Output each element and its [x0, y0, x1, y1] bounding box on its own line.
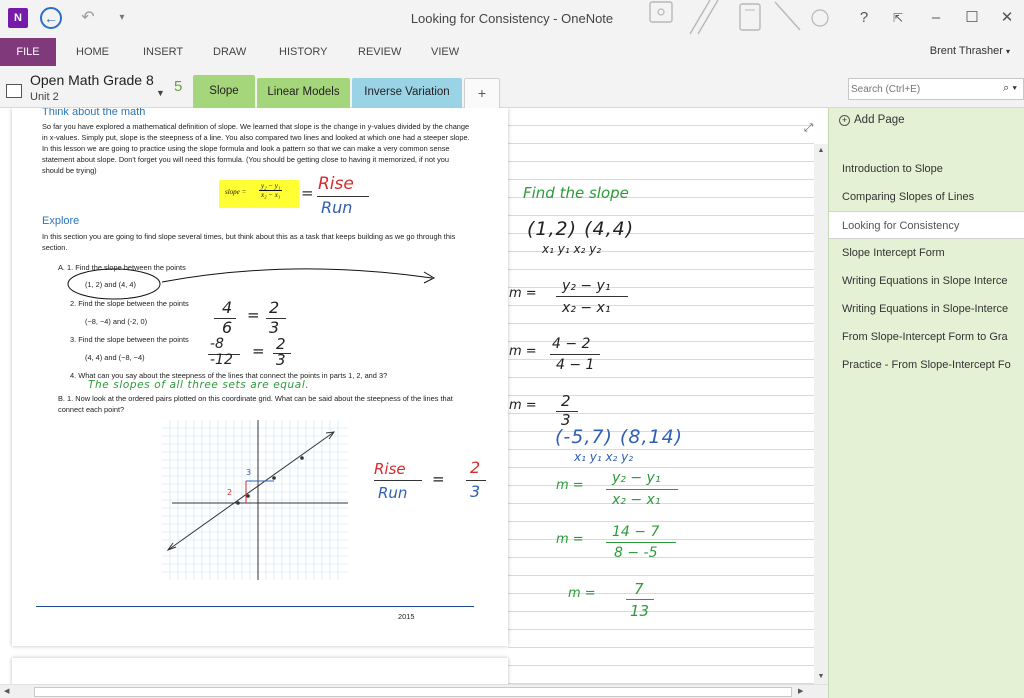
- ink-a2-bottom[interactable]: 6: [222, 318, 233, 337]
- ink-graph-equals[interactable]: =: [432, 470, 445, 488]
- horizontal-scrollbar[interactable]: [0, 684, 828, 698]
- formula-label: slope =: [225, 188, 247, 196]
- footer-rule: [36, 606, 474, 607]
- ink-labels-1[interactable]: x₁ y₁ x₂ y₂: [542, 242, 602, 256]
- minimize-button[interactable]: –: [931, 9, 941, 26]
- page-item-practice[interactable]: Practice - From Slope-Intercept Fo: [842, 359, 1011, 371]
- ink-m6-bar: [626, 599, 654, 600]
- explore-text: In this section you are going to find slope several times, but think about this as a task that keeps building as we go through this section.: [42, 232, 456, 252]
- ink-m5-bar: [606, 542, 676, 543]
- ink-graph-two[interactable]: 2: [470, 458, 481, 477]
- ink-a3-equals[interactable]: =: [252, 342, 265, 360]
- close-button[interactable]: ✕: [1000, 9, 1014, 26]
- notebook-name[interactable]: Open Math Grade 8: [30, 72, 154, 88]
- search-box[interactable]: [848, 78, 1024, 100]
- ink-rise-top[interactable]: Rise: [318, 174, 354, 194]
- page-item-from-slope-intercept-form[interactable]: From Slope-Intercept Form to Gra: [842, 331, 1008, 343]
- horizontal-scroll-thumb[interactable]: [34, 687, 792, 697]
- ink-m-2[interactable]: m =: [509, 344, 537, 359]
- tab-insert[interactable]: INSERT: [143, 46, 184, 58]
- footer-year: 2015: [398, 612, 415, 621]
- ink-m4-num[interactable]: y₂ − y₁: [612, 470, 661, 486]
- graph-run-label: 3: [246, 468, 252, 477]
- coordinate-grid: [162, 420, 348, 580]
- question-b1: B. 1. Now look at the ordered pairs plotted on this coordinate grid. What can be said about the steepness of the lines that connect each point?: [58, 394, 453, 414]
- section-group-name[interactable]: Unit 2: [30, 91, 59, 103]
- ink-m-6[interactable]: m =: [568, 586, 596, 601]
- full-page-view-icon[interactable]: ⇱: [892, 11, 904, 25]
- undo-button[interactable]: ↶: [81, 9, 95, 26]
- ink-m6-den[interactable]: 13: [630, 602, 650, 620]
- ink-m2-num[interactable]: 4 − 2: [552, 336, 591, 352]
- ink-a2-equals[interactable]: =: [247, 306, 260, 324]
- section-tab-slope[interactable]: Slope: [193, 75, 255, 109]
- page-item-looking-for-consistency[interactable]: Looking for Consistency: [829, 211, 1024, 239]
- maximize-button[interactable]: ☐: [965, 9, 979, 26]
- question-a1: A. 1. Find the slope between the points: [58, 263, 186, 272]
- ink-m5-num[interactable]: 14 − 7: [612, 524, 660, 540]
- page-item-comparing-slopes[interactable]: Comparing Slopes of Lines: [842, 191, 975, 203]
- ink-a3-two[interactable]: 2: [276, 335, 286, 353]
- expand-page-icon[interactable]: ⤢: [804, 122, 813, 134]
- scroll-up-icon[interactable]: ▲: [817, 147, 825, 154]
- add-page-label: Add Page: [854, 114, 905, 126]
- ink-m-5[interactable]: m =: [556, 532, 584, 547]
- ink-a3-top[interactable]: -8: [210, 336, 224, 352]
- ink-rise-graph[interactable]: Rise: [374, 460, 406, 478]
- notebook-icon[interactable]: [6, 84, 22, 98]
- page-item-writing-equations-2[interactable]: Writing Equations in Slope-Interce: [842, 303, 1009, 315]
- ink-m2-bar: [550, 354, 600, 355]
- page-canvas[interactable]: [0, 108, 828, 698]
- ink-m-4[interactable]: m =: [556, 478, 584, 493]
- question-a3-points: (4, 4) and (−8, −4): [85, 353, 145, 362]
- decorative-doodles-icon: [600, 0, 840, 38]
- ink-a3-bottom[interactable]: -12: [210, 352, 233, 368]
- search-icon[interactable]: ⌕ ▾: [1003, 82, 1017, 94]
- chevron-down-icon: ▾: [1005, 47, 1010, 56]
- question-a4: 4. What can you say about the steepness of the lines that connect the points in parts 1, 2, and 3?: [70, 371, 388, 380]
- ink-run-graph[interactable]: Run: [378, 484, 408, 502]
- tab-review[interactable]: REVIEW: [358, 46, 402, 58]
- question-a2-points: (−8, −4) and (-2, 0): [85, 317, 148, 326]
- ink-m1-den[interactable]: x₂ − x₁: [562, 300, 611, 316]
- search-input[interactable]: [851, 81, 991, 97]
- page-item-introduction-to-slope[interactable]: Introduction to Slope: [842, 163, 943, 175]
- ink-labels-2[interactable]: x₁ y₁ x₂ y₂: [574, 450, 634, 464]
- onenote-app-icon[interactable]: N: [8, 8, 28, 28]
- question-a2: 2. Find the slope between the points: [70, 299, 189, 308]
- ink-fraction-bar: [317, 196, 369, 197]
- explore-heading: Explore: [42, 215, 80, 227]
- tab-view[interactable]: VIEW: [431, 46, 460, 58]
- tab-home[interactable]: HOME: [76, 46, 109, 58]
- tab-draw[interactable]: DRAW: [213, 46, 247, 58]
- ink-a2-two[interactable]: 2: [269, 298, 280, 317]
- ink-points-1[interactable]: (1,2) (4,4): [527, 218, 635, 240]
- ink-graph-bar2: [466, 480, 486, 481]
- ink-m-3[interactable]: m =: [509, 398, 537, 413]
- scroll-right-icon[interactable]: ▶: [798, 688, 804, 695]
- ink-graph-bar: [374, 480, 422, 481]
- ink-m5-den[interactable]: 8 − -5: [614, 545, 658, 561]
- ink-m2-den[interactable]: 4 − 1: [556, 357, 595, 373]
- ink-equals-formula[interactable]: =: [301, 184, 314, 202]
- help-button[interactable]: ?: [859, 9, 869, 26]
- add-page-button[interactable]: [839, 114, 905, 126]
- page-list-pane: [828, 108, 1024, 698]
- slope-formula-highlight: [219, 180, 299, 208]
- notebook-bar: [0, 66, 1024, 108]
- ink-m1-num[interactable]: y₂ − y₁: [562, 278, 611, 294]
- section-group-back-button[interactable]: 5: [174, 78, 183, 95]
- add-section-button[interactable]: +: [464, 78, 500, 109]
- doc-header-cut: Think about the math: [42, 108, 146, 118]
- plus-circle-icon: +: [839, 115, 850, 126]
- ink-graph-three[interactable]: 3: [470, 482, 481, 501]
- scroll-down-icon[interactable]: ▼: [817, 673, 825, 680]
- ink-run-top[interactable]: Run: [321, 198, 353, 217]
- ink-a2-three[interactable]: 3: [269, 318, 280, 337]
- scroll-left-icon[interactable]: ◀: [4, 688, 10, 695]
- ink-a3-three[interactable]: 3: [276, 351, 286, 369]
- user-account[interactable]: [930, 38, 1010, 65]
- window-title: Looking for Consistency - OneNote: [410, 11, 614, 26]
- doc-intro: So far you have explored a mathematical definition of slope. We learned that slope is the change in y-values divided by the change in x-values. Simply put, slope is the steepness of a line. You also compared two lines and looked at which one had a steeper slope. In this lesson we are going to practice using the slope formula and look a pattern so that we can make a very common sense statement about slope. Don't forget you will need this formula. (You should be getting close to having it memorized, if not you should be trying): [42, 122, 470, 175]
- page-item-slope-intercept-form[interactable]: Slope Intercept Form: [842, 247, 945, 259]
- graph-rise-label: 2: [227, 488, 233, 497]
- ink-m3-num[interactable]: 2: [561, 392, 571, 410]
- user-name: Brent Thrasher: [929, 45, 1003, 57]
- ribbon-tabs: [0, 38, 1024, 66]
- notebook-chevron-down-icon[interactable]: ▼: [156, 88, 165, 98]
- ink-points-2[interactable]: (-5,7) (8,14): [555, 426, 684, 448]
- formula-numerator: y₂ − y₁: [261, 182, 281, 190]
- ink-m4-den[interactable]: x₂ − x₁: [612, 492, 661, 508]
- ink-a2-top[interactable]: 4: [222, 298, 233, 317]
- ink-m3-den[interactable]: 3: [561, 411, 571, 429]
- question-a3: 3. Find the slope between the points: [70, 335, 189, 344]
- quick-access-dropdown-icon[interactable]: ▾: [119, 12, 125, 23]
- ink-m-1[interactable]: m =: [509, 286, 537, 301]
- ink-m1-bar: [556, 296, 628, 297]
- formula-denominator: x₂ − x₁: [261, 191, 281, 199]
- section-tab-inverse-variation[interactable]: Inverse Variation: [352, 78, 462, 109]
- back-button[interactable]: ←: [40, 7, 62, 29]
- ink-m4-bar: [606, 489, 678, 490]
- title-bar: [0, 0, 1024, 38]
- formula-fraction: [259, 182, 282, 199]
- tab-history[interactable]: HISTORY: [279, 46, 328, 58]
- section-tab-linear-models[interactable]: Linear Models: [257, 78, 350, 109]
- ink-find-the-slope[interactable]: Find the slope: [523, 184, 629, 202]
- ink-m6-num[interactable]: 7: [634, 580, 644, 598]
- question-a1-points: (1, 2) and (4, 4): [85, 280, 136, 289]
- vertical-scrollbar[interactable]: [814, 144, 828, 684]
- page-item-writing-equations-1[interactable]: Writing Equations in Slope Interce: [842, 275, 1008, 287]
- tab-file[interactable]: FILE: [0, 38, 56, 66]
- ink-answer-4[interactable]: The slopes of all three sets are equal.: [88, 379, 310, 391]
